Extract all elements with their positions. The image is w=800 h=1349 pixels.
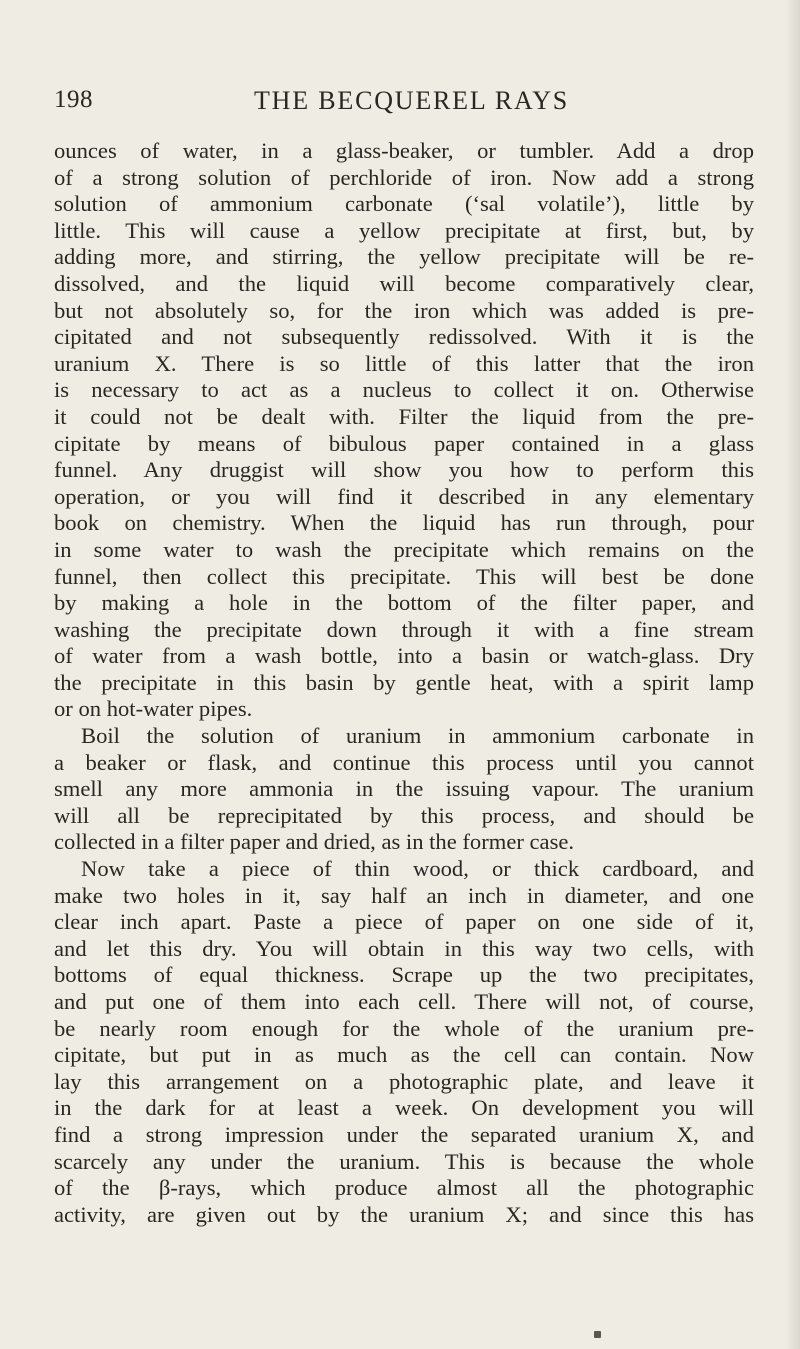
- text-line: be nearly room enough for the whole of the uranium pre-: [54, 1015, 754, 1041]
- text-line: and put one of them into each cell. There will not, of course,: [54, 989, 754, 1014]
- text-line: of water from a wash bottle, into a basin or watch-glass. Dry: [54, 643, 754, 669]
- text-line: cipitated and not subsequently redissolved. With it is the: [54, 324, 754, 350]
- printer-mark-icon: [594, 1331, 601, 1338]
- text-line: operation, or you will find it described in any elementary: [54, 483, 754, 509]
- text-line: washing the precipitate down through it with a fine stream: [54, 616, 754, 642]
- text-line: cipitate by means of bibulous paper contained in a glass: [54, 430, 754, 456]
- text-line: and let this dry. You will obtain in this way two cells, with: [54, 935, 754, 961]
- text-line: will all be reprecipitated by this process, and should be: [54, 802, 754, 828]
- text-line: of a strong solution of perchloride of iron. Now add a strong: [54, 164, 754, 190]
- page-number: 198: [54, 86, 93, 113]
- paragraph-start-line: Now take a piece of thin wood, or thick cardboard, and: [81, 856, 754, 882]
- text-line: bottoms of equal thickness. Scrape up the two precipitates,: [54, 962, 754, 988]
- text-line: in the dark for at least a week. On development you will: [54, 1095, 754, 1121]
- text-line: book on chemistry. When the liquid has run through, pour: [54, 510, 754, 536]
- text-line: adding more, and stirring, the yellow precipitate will be re-: [54, 244, 754, 270]
- text-line: smell any more ammonia in the issuing vapour. The uranium: [54, 776, 754, 802]
- text-line: solution of ammonium carbonate (‘sal volatile’), little by: [54, 191, 754, 217]
- body-text: [54, 138, 754, 1228]
- page-edge-shadow: [786, 0, 800, 1349]
- text-line: scarcely any under the uranium. This is because the whole: [54, 1148, 754, 1174]
- text-line: is necessary to act as a nucleus to collect it on. Otherwise: [54, 377, 754, 403]
- running-head: [54, 86, 750, 122]
- text-line: the precipitate in this basin by gentle heat, with a spirit lamp: [54, 669, 754, 695]
- text-line: little. This will cause a yellow precipitate at first, but, by: [54, 217, 754, 243]
- text-line: a beaker or flask, and continue this process until you cannot: [54, 749, 754, 775]
- text-line: ounces of water, in a glass-beaker, or tumbler. Add a drop: [54, 138, 754, 163]
- paragraph-end-line: or on hot-water pipes.: [54, 696, 253, 722]
- text-line: find a strong impression under the separated uranium X, and: [54, 1121, 754, 1147]
- text-line: make two holes in it, say half an inch in diameter, and one: [54, 882, 754, 908]
- text-line: but not absolutely so, for the iron which was added is pre-: [54, 297, 754, 323]
- text-line: activity, are given out by the uranium X; and since this has: [54, 1201, 754, 1227]
- running-title: THE BECQUEREL RAYS: [254, 86, 570, 115]
- text-line: clear inch apart. Paste a piece of paper on one side of it,: [54, 909, 754, 935]
- text-line: funnel. Any druggist will show you how to perform this: [54, 457, 754, 483]
- text-line: by making a hole in the bottom of the filter paper, and: [54, 590, 754, 616]
- paragraph-end-line: collected in a filter paper and dried, as in the former case.: [54, 829, 575, 855]
- text-line: lay this arrangement on a photographic plate, and leave it: [54, 1068, 754, 1094]
- text-line: funnel, then collect this precipitate. This will best be done: [54, 563, 754, 589]
- text-line: cipitate, but put in as much as the cell can contain. Now: [54, 1042, 754, 1068]
- text-line: dissolved, and the liquid will become comparatively clear,: [54, 270, 754, 296]
- text-line: of the β-rays, which produce almost all the photographic: [54, 1175, 754, 1201]
- paragraph-start-line: Boil the solution of uranium in ammonium carbonate in: [81, 723, 754, 749]
- text-line: uranium X. There is so little of this latter that the iron: [54, 350, 754, 376]
- text-line: in some water to wash the precipitate which remains on the: [54, 536, 754, 562]
- text-line: it could not be dealt with. Filter the liquid from the pre-: [54, 403, 754, 429]
